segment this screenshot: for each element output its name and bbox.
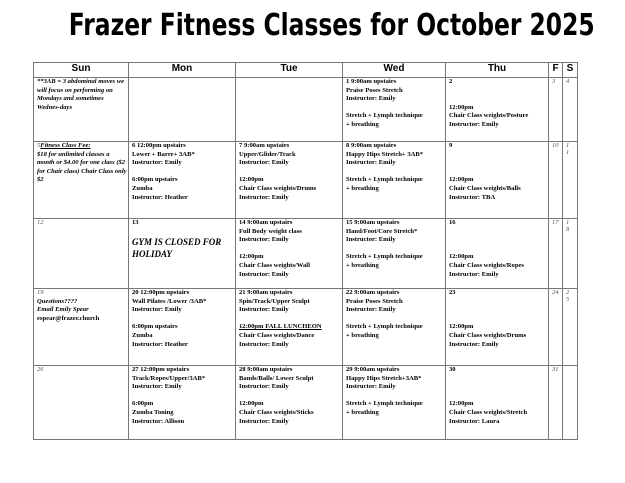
class-line: Instructor: Emily: [132, 383, 182, 391]
class-line: Chair Class weights/Wall: [239, 261, 310, 269]
day-number: 1: [566, 219, 570, 226]
class-line: 15 9:00am upstairs: [346, 219, 400, 226]
fee-text: $18 for unlimited classes a month or $4.00 for one class ($2 for Chair class) Chair Class only $2: [37, 150, 127, 184]
class-line: + breathing: [346, 408, 379, 416]
cell-w1-fri: [549, 78, 563, 142]
cell-w2-wed: [343, 142, 446, 219]
day-number: 4: [566, 78, 570, 85]
cell-w3-sun: [34, 219, 129, 289]
cell-w4-wed: [343, 289, 446, 366]
week-row-3: [34, 219, 578, 289]
cell-w4-fri: [549, 289, 563, 366]
class-line: Instructor: Emily: [449, 340, 499, 348]
class-line: Instructor: Allison: [132, 417, 185, 425]
class-line: + breathing: [346, 331, 379, 339]
class-line: 21 9:00am upstairs: [239, 289, 293, 296]
header-wed: Wed: [343, 63, 446, 78]
cell-w3-wed: [343, 219, 446, 289]
class-line: Instructor: Emily: [346, 383, 396, 391]
class-line: Instructor: Emily: [239, 236, 289, 244]
header-tue: Tue: [236, 63, 343, 78]
class-line: 22 9:00am upstairs: [346, 289, 400, 296]
class-line: 12:00pm: [239, 176, 264, 184]
day-number: 19: [37, 289, 44, 296]
class-line: Chair Class weights/Dance: [239, 331, 315, 339]
class-line: 1 9:00am upstairs: [346, 78, 397, 85]
day-number: 1: [566, 149, 570, 157]
cell-w1-mon: [129, 78, 236, 142]
day-number: 1: [566, 142, 570, 149]
contact-email[interactable]: espear@frazer.church: [37, 314, 100, 322]
day-number: 2: [566, 289, 570, 296]
class-line: 6:00pm upstairs: [132, 176, 178, 184]
class-line: + breathing: [346, 120, 379, 128]
class-line: Wall Pilates /Lower /3AB*: [132, 297, 207, 305]
header-fri: F: [549, 63, 563, 78]
cell-w3-fri: [549, 219, 563, 289]
class-line: 12:00pm: [449, 400, 474, 408]
holiday-notice: GYM IS CLOSED FOR HOLIDAY: [132, 236, 222, 259]
cell-w4-tue: [236, 289, 343, 366]
class-line: Instructor: TBA: [449, 193, 496, 201]
class-line: 6:00pm: [132, 400, 154, 408]
abdominal-note: **3AB = 3 abdominal moves we will focus on performing on Mondays and sometimes Wednes-days: [37, 78, 125, 111]
week-row-1: [34, 78, 578, 142]
class-line: Bands/Balls/ Lower Sculpt: [239, 374, 314, 382]
class-line: Happy Hips Stretch+3AB*: [346, 374, 422, 382]
class-line: Happy Hips Stretch+ 3AB*: [346, 150, 424, 158]
class-line: Upper/Glider/Track: [239, 150, 296, 158]
class-line: Zumba Toning: [132, 408, 174, 416]
cell-w2-thu: [446, 142, 549, 219]
class-line: + breathing: [346, 261, 379, 269]
cell-w4-thu: [446, 289, 549, 366]
class-line: Instructor: Emily: [346, 306, 396, 314]
class-line: Stretch + Lymph technique: [346, 176, 423, 184]
cell-w1-sat: [563, 78, 578, 142]
class-line: Instructor: Laura: [449, 417, 500, 425]
questions-label: Questions????: [37, 297, 78, 305]
class-line: Instructor: Heather: [132, 340, 188, 348]
day-number: 12: [37, 219, 44, 226]
page-title: Frazer Fitness Classes for October 2025: [68, 8, 595, 43]
cell-w5-fri: [549, 366, 563, 440]
cell-w5-mon: [129, 366, 236, 440]
class-line: Instructor: Emily: [239, 306, 289, 314]
class-line: Instructor: Emily: [449, 120, 499, 128]
class-line: Praise Poses Stretch: [346, 86, 403, 94]
class-line: Chair Class weights/Posture: [449, 112, 529, 120]
class-line: 12:00pm: [239, 253, 264, 261]
class-line: 6:00pm upstairs: [132, 323, 178, 331]
class-line: Instructor: Emily: [239, 159, 289, 167]
cell-w5-wed: [343, 366, 446, 440]
day-number: 16: [449, 219, 456, 226]
cell-w5-tue: [236, 366, 343, 440]
class-line: Instructor: Emily: [449, 270, 499, 278]
class-line: Lower + Barre+ 3AB*: [132, 150, 195, 158]
class-line: Stretch + Lymph technique: [346, 112, 423, 120]
header-mon: Mon: [129, 63, 236, 78]
contact-label: Email Emily Spear: [37, 306, 89, 314]
class-line: Instructor: Emily: [346, 236, 396, 244]
class-line: Spin/Track/Upper Sculpt: [239, 297, 310, 305]
cell-w1-sun: [34, 78, 129, 142]
class-line: 27 12:00pm upstairs: [132, 366, 190, 373]
class-line: Instructor: Emily: [239, 417, 289, 425]
cell-w2-tue: [236, 142, 343, 219]
cell-w2-mon: [129, 142, 236, 219]
cell-w4-sat: [563, 289, 578, 366]
day-number: 24: [552, 289, 559, 296]
class-line: Instructor: Emily: [346, 159, 396, 167]
cell-w3-sat: [563, 219, 578, 289]
class-line: 6 12:00pm upstairs: [132, 142, 186, 149]
fee-title: Fitness Class Fee:: [40, 142, 91, 149]
class-line: Chair Class weights/Balls: [449, 184, 521, 192]
day-number: 13: [132, 219, 139, 226]
class-line: Zumba: [132, 331, 153, 339]
header-sun: Sun: [34, 63, 129, 78]
class-line: 20 12:00pm upstairs: [132, 289, 190, 296]
class-line: Instructor: Emily: [346, 95, 396, 103]
class-line: 29 9:00am upstairs: [346, 366, 400, 373]
week-row-4: [34, 289, 578, 366]
cell-w5-sun: [34, 366, 129, 440]
class-line: Instructor: Emily: [239, 270, 289, 278]
day-number: 26: [37, 366, 44, 373]
header-row: [34, 63, 578, 78]
cell-w3-tue: [236, 219, 343, 289]
week-row-2: [34, 142, 578, 219]
cell-w5-sat: [563, 366, 578, 440]
class-line: 12:00pm: [449, 176, 474, 184]
class-line: Chair Class weights/Sticks: [239, 408, 314, 416]
class-line: Chair Class weights/Drums: [449, 331, 527, 339]
calendar-table: [33, 62, 578, 440]
day-number: 9: [449, 142, 453, 149]
class-line: Instructor: Emily: [132, 306, 182, 314]
class-line: Hand/Foot/Core Stretch*: [346, 227, 418, 235]
day-number: 17: [552, 219, 559, 226]
cell-w1-tue: [236, 78, 343, 142]
day-number: 10: [552, 142, 559, 149]
cell-w1-wed: [343, 78, 446, 142]
class-line: 12:00pm: [449, 323, 474, 331]
day-number: 30: [449, 366, 456, 373]
cell-w3-thu: [446, 219, 549, 289]
class-line: 12:00pm FALL LUNCHEON: [239, 323, 322, 331]
day-number: 8: [566, 226, 570, 234]
day-number: 5: [37, 142, 41, 149]
class-line: Instructor: Emily: [239, 383, 289, 391]
class-line: Stretch + Lymph technique: [346, 400, 423, 408]
class-line: Full Body weight class: [239, 227, 302, 235]
class-line: 14 9:00am upstairs: [239, 219, 293, 226]
cell-w4-mon: [129, 289, 236, 366]
class-line: Chair Class weights/Stretch: [449, 408, 528, 416]
class-line: Zumba: [132, 184, 153, 192]
class-line: 7 9:00am upstairs: [239, 142, 290, 149]
cell-w3-mon: [129, 219, 236, 289]
cell-w2-fri: [549, 142, 563, 219]
class-line: 12:00pm: [239, 400, 264, 408]
class-line: 8 9:00am upstairs: [346, 142, 397, 149]
header-sat: S: [563, 63, 578, 78]
cell-w4-sun: [34, 289, 129, 366]
class-line: Track/Ropes/Upper/3AB*: [132, 374, 206, 382]
day-number: 3: [552, 78, 556, 85]
class-line: Stretch + Lymph technique: [346, 253, 423, 261]
day-number: 31: [552, 366, 559, 373]
cell-w2-sat: [563, 142, 578, 219]
class-line: Instructor: Emily: [132, 159, 182, 167]
day-number: 23: [449, 289, 456, 296]
class-line: Stretch + Lymph technique: [346, 323, 423, 331]
class-line: Chair Class weights/Ropes: [449, 261, 524, 269]
class-line: 28 9:00am upstairs: [239, 366, 293, 373]
week-row-5: [34, 366, 578, 440]
day-number: 2: [449, 78, 453, 85]
class-line: Chair Class weights/Drums: [239, 184, 317, 192]
cell-w2-sun: [34, 142, 129, 219]
cell-w5-thu: [446, 366, 549, 440]
class-line: Praise Poses Stretch: [346, 297, 403, 305]
class-line: 12:00pm: [449, 253, 474, 261]
class-line: Instructor: Heather: [132, 193, 188, 201]
class-line: 12:00pm: [449, 103, 474, 111]
cell-w1-thu: [446, 78, 549, 142]
class-line: + breathing: [346, 184, 379, 192]
class-line: Instructor: Emily: [239, 193, 289, 201]
class-line: Instructor: Emily: [239, 340, 289, 348]
day-number: 5: [566, 296, 570, 304]
header-thu: Thu: [446, 63, 549, 78]
